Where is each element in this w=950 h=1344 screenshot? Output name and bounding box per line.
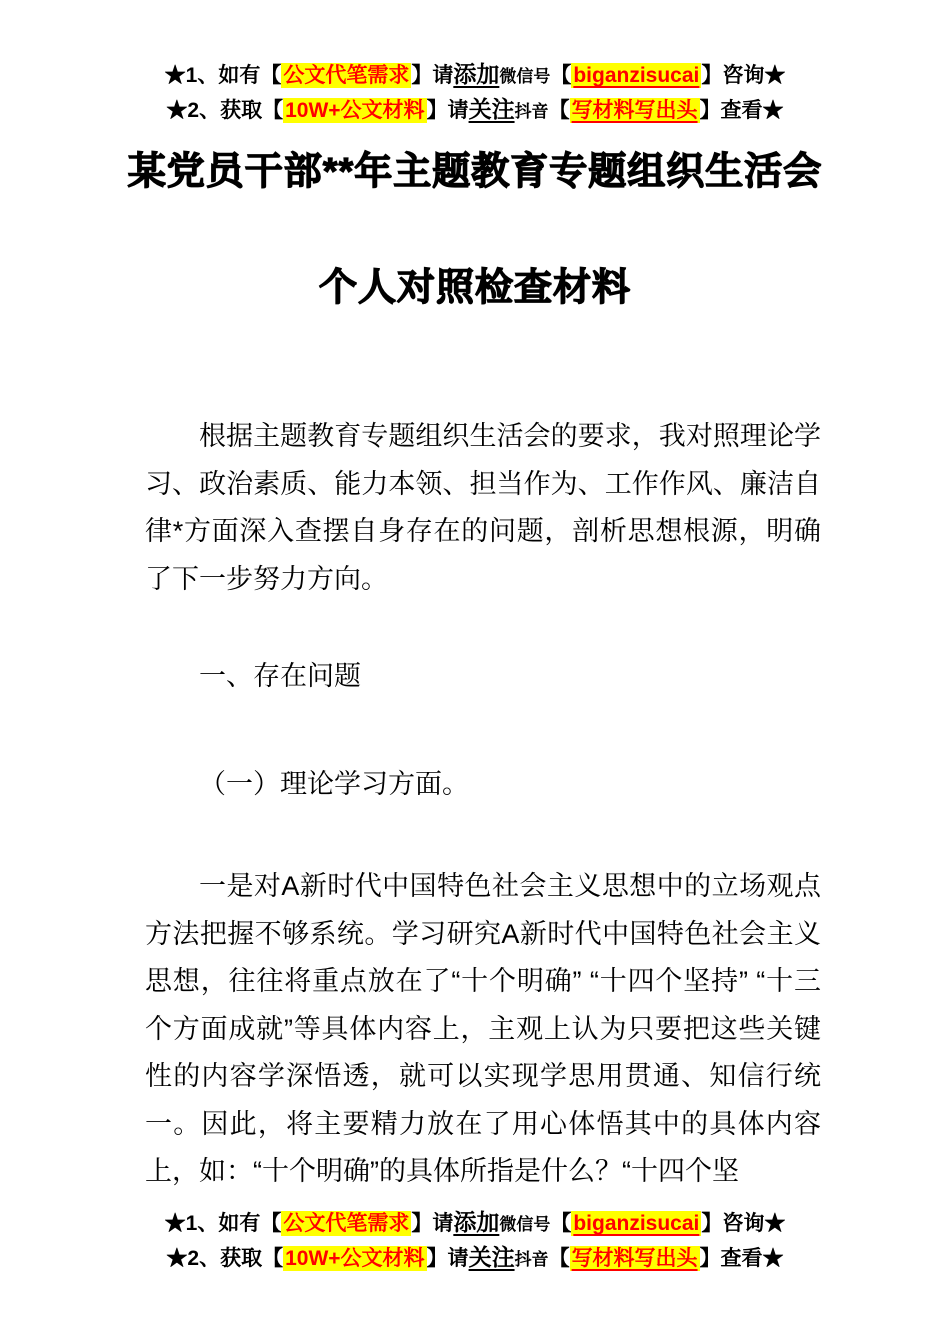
promo-emph-follow: 关注 xyxy=(468,1244,515,1270)
promo-wechat-label: 微信号 xyxy=(499,67,551,86)
promo-bracket: 【 xyxy=(548,99,570,122)
promo-prefix: ★1、如有【 xyxy=(164,1212,282,1235)
promo-header xyxy=(0,58,950,128)
promo-mid: 】请 xyxy=(426,1247,469,1270)
promo-highlight-service: 公文代笔需求 xyxy=(283,64,410,87)
promo-wechat-label: 微信号 xyxy=(499,1215,551,1234)
promo-douyin-id: 写材料写出头 xyxy=(571,1247,698,1270)
promo-douyin-id: 写材料写出头 xyxy=(571,99,698,122)
promo-emph-add: 添加 xyxy=(453,1209,500,1235)
promo-prefix: ★2、获取【 xyxy=(166,99,284,122)
promo-prefix: ★1、如有【 xyxy=(164,64,282,87)
promo-mid: 】请 xyxy=(411,1212,454,1235)
promo-bracket: 【 xyxy=(550,1212,572,1235)
promo-prefix: ★2、获取【 xyxy=(166,1247,284,1270)
promo-bracket: 【 xyxy=(550,64,572,87)
promo-wechat-id: biganzisucai xyxy=(573,1212,700,1235)
promo-bracket: 【 xyxy=(548,1247,570,1270)
promo-footer-line-2 xyxy=(0,1241,950,1276)
section-heading-problems: 一、存在问题 xyxy=(199,661,361,691)
promo-header-line-2 xyxy=(0,93,950,128)
paragraph-theory-learning-detail: 一是对A新时代中国特色社会主义思想中的立场观点方法把握不够系统。学习研究A新时代中国特色社会主义思想，往往将重点放在了“十个明确” “十四个坚持” “十三个方面成就”等具体内容上，主观上认为只要把这些关键性的内容学深悟透，就可以实现学思用贯通、知信行统一。因此，将主要精力放在了用心体悟其中的具体内容上，如：“十个明确”的具体所指是什么？“十四个坚 xyxy=(145,871,821,1186)
promo-footer xyxy=(0,1206,950,1276)
subsection-heading-theory-learning: （一）理论学习方面。 xyxy=(199,769,469,799)
promo-emph-add: 添加 xyxy=(453,61,500,87)
document-title-line-1: 某党员干部**年主题教育专题组织生活会 xyxy=(127,151,823,193)
promo-highlight-service: 公文代笔需求 xyxy=(283,1212,410,1235)
promo-mid: 】请 xyxy=(426,99,469,122)
promo-emph-follow: 关注 xyxy=(468,96,515,122)
promo-footer-line-1 xyxy=(0,1206,950,1241)
promo-highlight-materials: 10W+公文材料 xyxy=(285,99,425,122)
promo-suffix: 】查看★ xyxy=(699,1247,784,1270)
promo-suffix: 】咨询★ xyxy=(701,1212,786,1235)
promo-wechat-id: biganzisucai xyxy=(573,64,700,87)
promo-douyin-label: 抖音 xyxy=(514,1250,549,1269)
promo-header-line-1 xyxy=(0,58,950,93)
paragraph-intro: 根据主题教育专题组织生活会的要求，我对照理论学习、政治素质、能力本领、担当作为、工作作风、廉洁自律*方面深入查摆自身存在的问题，剖析思想根源，明确了下一步努力方向。 xyxy=(145,421,821,594)
promo-suffix: 】查看★ xyxy=(699,99,784,122)
promo-mid: 】请 xyxy=(411,64,454,87)
document-title-line-2: 个人对照检查材料 xyxy=(318,267,631,309)
promo-douyin-label: 抖音 xyxy=(514,102,549,121)
promo-suffix: 】咨询★ xyxy=(701,64,786,87)
promo-highlight-materials: 10W+公文材料 xyxy=(285,1247,425,1270)
